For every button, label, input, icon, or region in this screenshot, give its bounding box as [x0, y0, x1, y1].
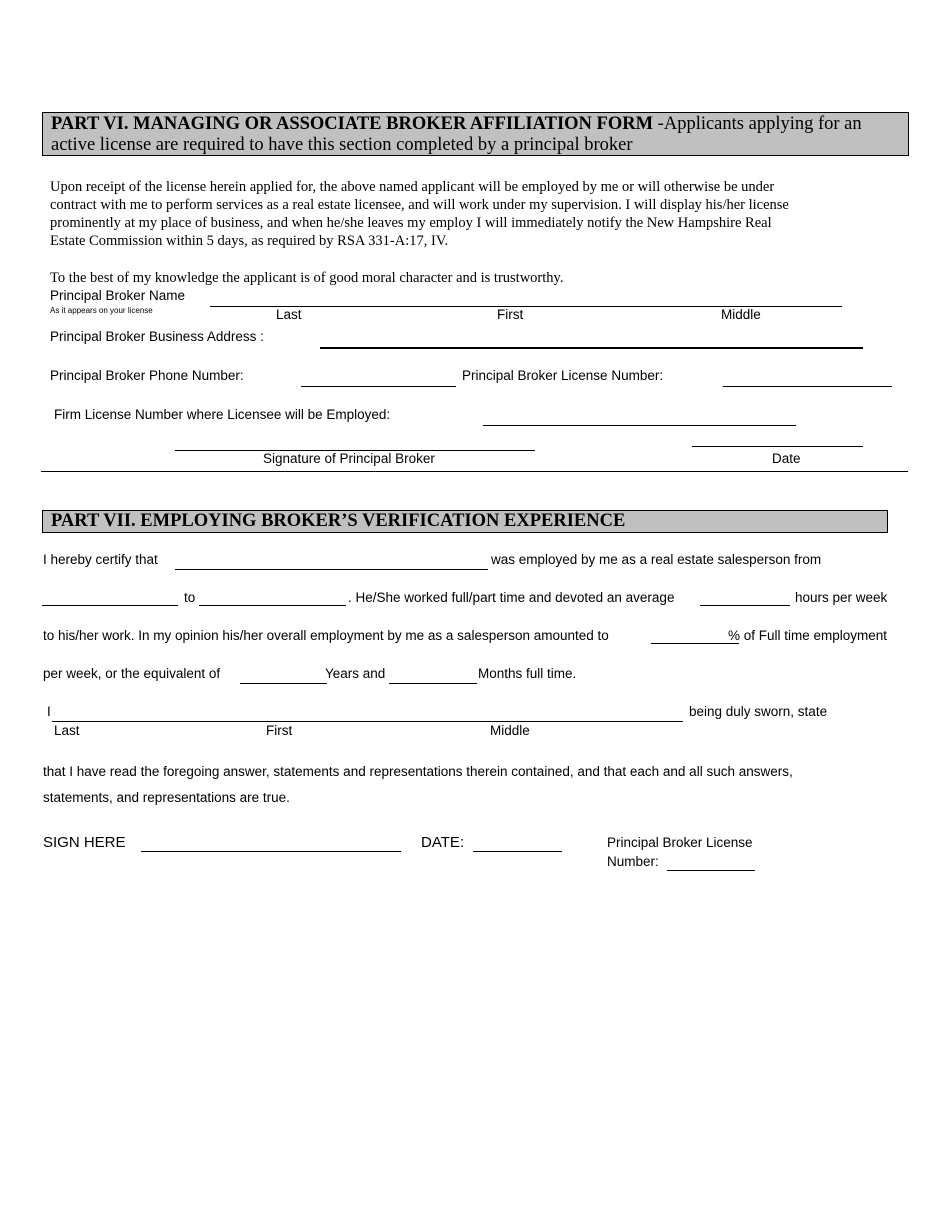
read-statement-line: that I have read the foregoing answer, statements and representations therein contained, and that each and all such answers, — [43, 764, 793, 779]
employment-from-field[interactable] — [42, 605, 178, 606]
sign-date-field[interactable] — [473, 851, 562, 852]
license-number-field[interactable] — [667, 870, 755, 871]
part7-title: PART VII. EMPLOYING BROKER’S VERIFICATION EXPERIENCE — [51, 511, 626, 531]
sworn-last-label: Last — [54, 723, 80, 738]
good-character-statement: To the best of my knowledge the applicant is of good moral character and is trustworthy. — [50, 270, 564, 286]
broker-name-middle-label: Middle — [721, 307, 761, 322]
part6-title-rest: -Applicants applying for an — [653, 114, 862, 134]
to-label: to — [184, 590, 196, 605]
months-field[interactable] — [389, 683, 477, 684]
salesperson-name-field[interactable] — [175, 569, 488, 570]
broker-license-label: Principal Broker License Number: — [462, 368, 664, 383]
license-number-label-2: Number: — [607, 854, 659, 869]
sworn-first-label: First — [266, 723, 293, 738]
i-label: I — [47, 704, 51, 719]
broker-address-label: Principal Broker Business Address : — [50, 329, 264, 344]
years-text: Years and — [325, 666, 386, 681]
sign-date-label: DATE: — [421, 834, 465, 851]
read-statement-line: statements, and representations are true. — [43, 790, 290, 805]
broker-phone-label: Principal Broker Phone Number: — [50, 368, 244, 383]
broker-license-field[interactable] — [723, 386, 892, 387]
broker-name-label: Principal Broker Name — [50, 288, 186, 303]
worked-text: . He/She worked full/part time and devoted an average — [348, 590, 675, 605]
firm-license-label: Firm License Number where Licensee will be Employed: — [54, 407, 391, 422]
hours-text: hours per week — [795, 590, 888, 605]
part6-paragraph-line: Estate Commission within 5 days, as required by RSA 331-A:17, IV. — [50, 233, 449, 249]
percent-text: % of Full time employment — [728, 628, 888, 643]
hours-per-week-field[interactable] — [700, 605, 790, 606]
part6-header — [42, 112, 909, 156]
part6-title: PART VI. MANAGING OR ASSOCIATE BROKER AFFILIATION FORM — [51, 114, 654, 134]
broker-name-sublabel: As it appears on your license — [50, 306, 153, 315]
broker-name-last-label: Last — [276, 307, 302, 322]
part7-header — [42, 510, 888, 533]
sworn-middle-label: Middle — [490, 723, 530, 738]
per-week-text: per week, or the equivalent of — [43, 666, 221, 681]
employed-text: was employed by me as a real estate salesperson from — [491, 552, 822, 567]
part6-paragraph-line: Upon receipt of the license herein applied for, the above named applicant will be employed by me or will otherwise be under — [50, 179, 775, 195]
sign-here-label: SIGN HERE — [43, 834, 126, 851]
percent-employment-field[interactable] — [651, 643, 739, 644]
license-number-label: Principal Broker License — [607, 835, 753, 850]
broker-date-field[interactable] — [692, 446, 863, 447]
sign-here-field[interactable] — [141, 851, 401, 852]
years-field[interactable] — [240, 683, 327, 684]
firm-license-field[interactable] — [483, 425, 796, 426]
part6-title-line2: active license are required to have this section completed by a principal broker — [51, 135, 633, 155]
part6-paragraph-line: contract with me to perform services as a real estate licensee, and will work under my supervision. I will display his/her license — [50, 197, 789, 213]
certify-label: I hereby certify that — [43, 552, 158, 567]
broker-address-field[interactable] — [320, 347, 863, 349]
opinion-text: to his/her work. In my opinion his/her overall employment by me as a salesperson amounted to — [43, 628, 609, 643]
sworn-name-field[interactable] — [52, 721, 683, 722]
part6-paragraph-line: prominently at my place of business, and when he/she leaves my employ I will immediately notify the New Hampshire Real — [50, 215, 772, 231]
employment-to-field[interactable] — [199, 605, 346, 606]
date-label: Date — [772, 451, 801, 466]
broker-phone-field[interactable] — [301, 386, 456, 387]
sworn-text: being duly sworn, state — [689, 704, 828, 719]
signature-label: Signature of Principal Broker — [263, 451, 435, 466]
part6-paragraph — [50, 178, 789, 250]
broker-name-first-label: First — [497, 307, 524, 322]
section-divider — [41, 471, 908, 472]
months-text: Months full time. — [478, 666, 577, 681]
